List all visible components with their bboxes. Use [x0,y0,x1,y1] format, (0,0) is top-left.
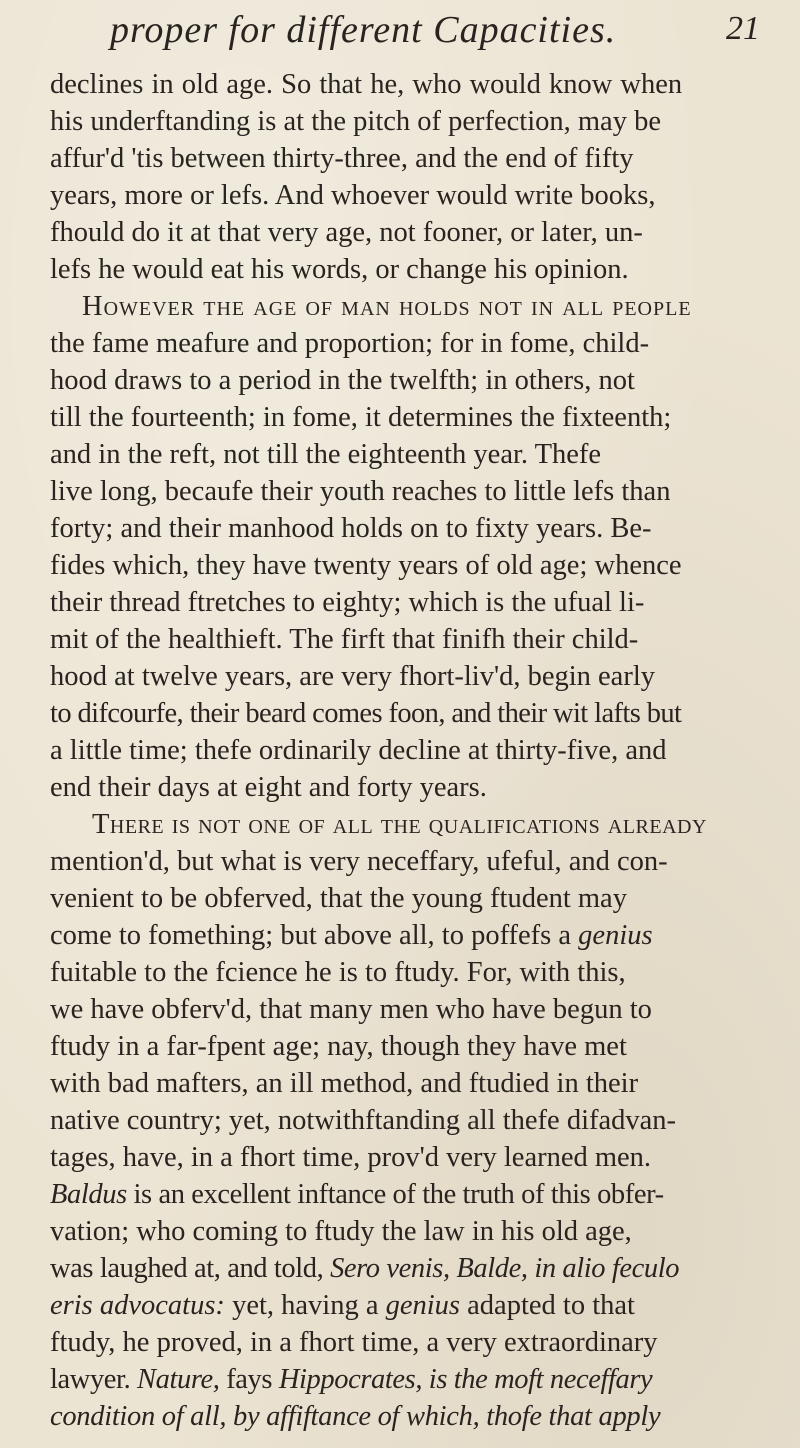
text-line: mention'd, but what is very neceffary, ufeful, and con- [50,846,668,877]
page-header [110,8,770,58]
text-line: forty; and their manhood holds on to fixty years. Be- [50,513,652,544]
text-line: vation; who coming to ftudy the law in his old age, [50,1216,632,1247]
text-line: live long, becaufe their youth reaches to little lefs than [50,476,671,507]
text-line: fhould do it at that very age, not fooner, or later, un- [50,217,643,248]
text-line: to difcourfe, their beard comes foon, and their wit lafts but [50,698,682,729]
text-line: their thread ftretches to eighty; which is the ufual li- [50,587,645,618]
text-line: fuitable to the fcience he is to ftudy. For, with this, [50,957,626,988]
text-line: condition of all, by affiftance of which, thofe that apply [50,1401,661,1432]
text-line: was laughed at, and told, Sero venis, Balde, in alio feculo [50,1253,680,1284]
text-line: years, more or lefs. And whoever would write books, [50,180,656,211]
text-line: affur'd 'tis between thirty-three, and the end of fifty [50,143,634,174]
text-line: eris advocatus: yet, having a genius adapted to that [50,1290,635,1321]
text-line: There is not one of all the qualifications already [92,809,707,840]
text-line: native country; yet, notwithftanding all thefe difadvan- [50,1105,677,1136]
text-line: Baldus is an excellent inftance of the truth of this obfer- [50,1179,664,1210]
text-line: hood draws to a period in the twelfth; in others, not [50,365,635,396]
text-line: mit of the healthieft. The firft that finifh their child- [50,624,639,655]
text-line: venient to be obferved, that the young ftudent may [50,883,627,914]
text-line: the fame meafure and proportion; for in fome, child- [50,328,650,359]
page-number: 21 [726,10,760,47]
text-line: we have obferv'd, that many men who have begun to [50,994,652,1025]
text-line: tages, have, in a fhort time, prov'd very learned men. [50,1142,652,1173]
text-line: ftudy in a far-fpent age; nay, though they have met [50,1031,627,1062]
text-line: ftudy, he proved, in a fhort time, a very extraordinary [50,1327,658,1358]
text-line: lefs he would eat his words, or change his opinion. [50,254,629,285]
text-line: fides which, they have twenty years of old age; whence [50,550,682,581]
text-line: till the fourteenth; in fome, it determines the fixteenth; [50,402,672,433]
text-line: with bad mafters, an ill method, and ftudied in their [50,1068,639,1099]
text-line: end their days at eight and forty years. [50,772,487,803]
running-head: proper for different Capacities. [110,9,617,51]
text-line: his underftanding is at the pitch of perfection, may be [50,106,661,137]
text-line: declines in old age. So that he, who would know when [50,69,683,100]
text-line: lawyer. Nature, fays Hippocrates, is the moft neceffary [50,1364,653,1395]
text-line: and in the reft, not till the eighteenth year. Thefe [50,439,602,470]
text-line: come to fomething; but above all, to poffefs a genius [50,920,653,951]
text-line: hood at twelve years, are very fhort-liv'd, begin early [50,661,655,692]
text-line: However the age of man holds not in all people [82,291,692,322]
text-line: a little time; thefe ordinarily decline at thirty-five, and [50,735,667,766]
